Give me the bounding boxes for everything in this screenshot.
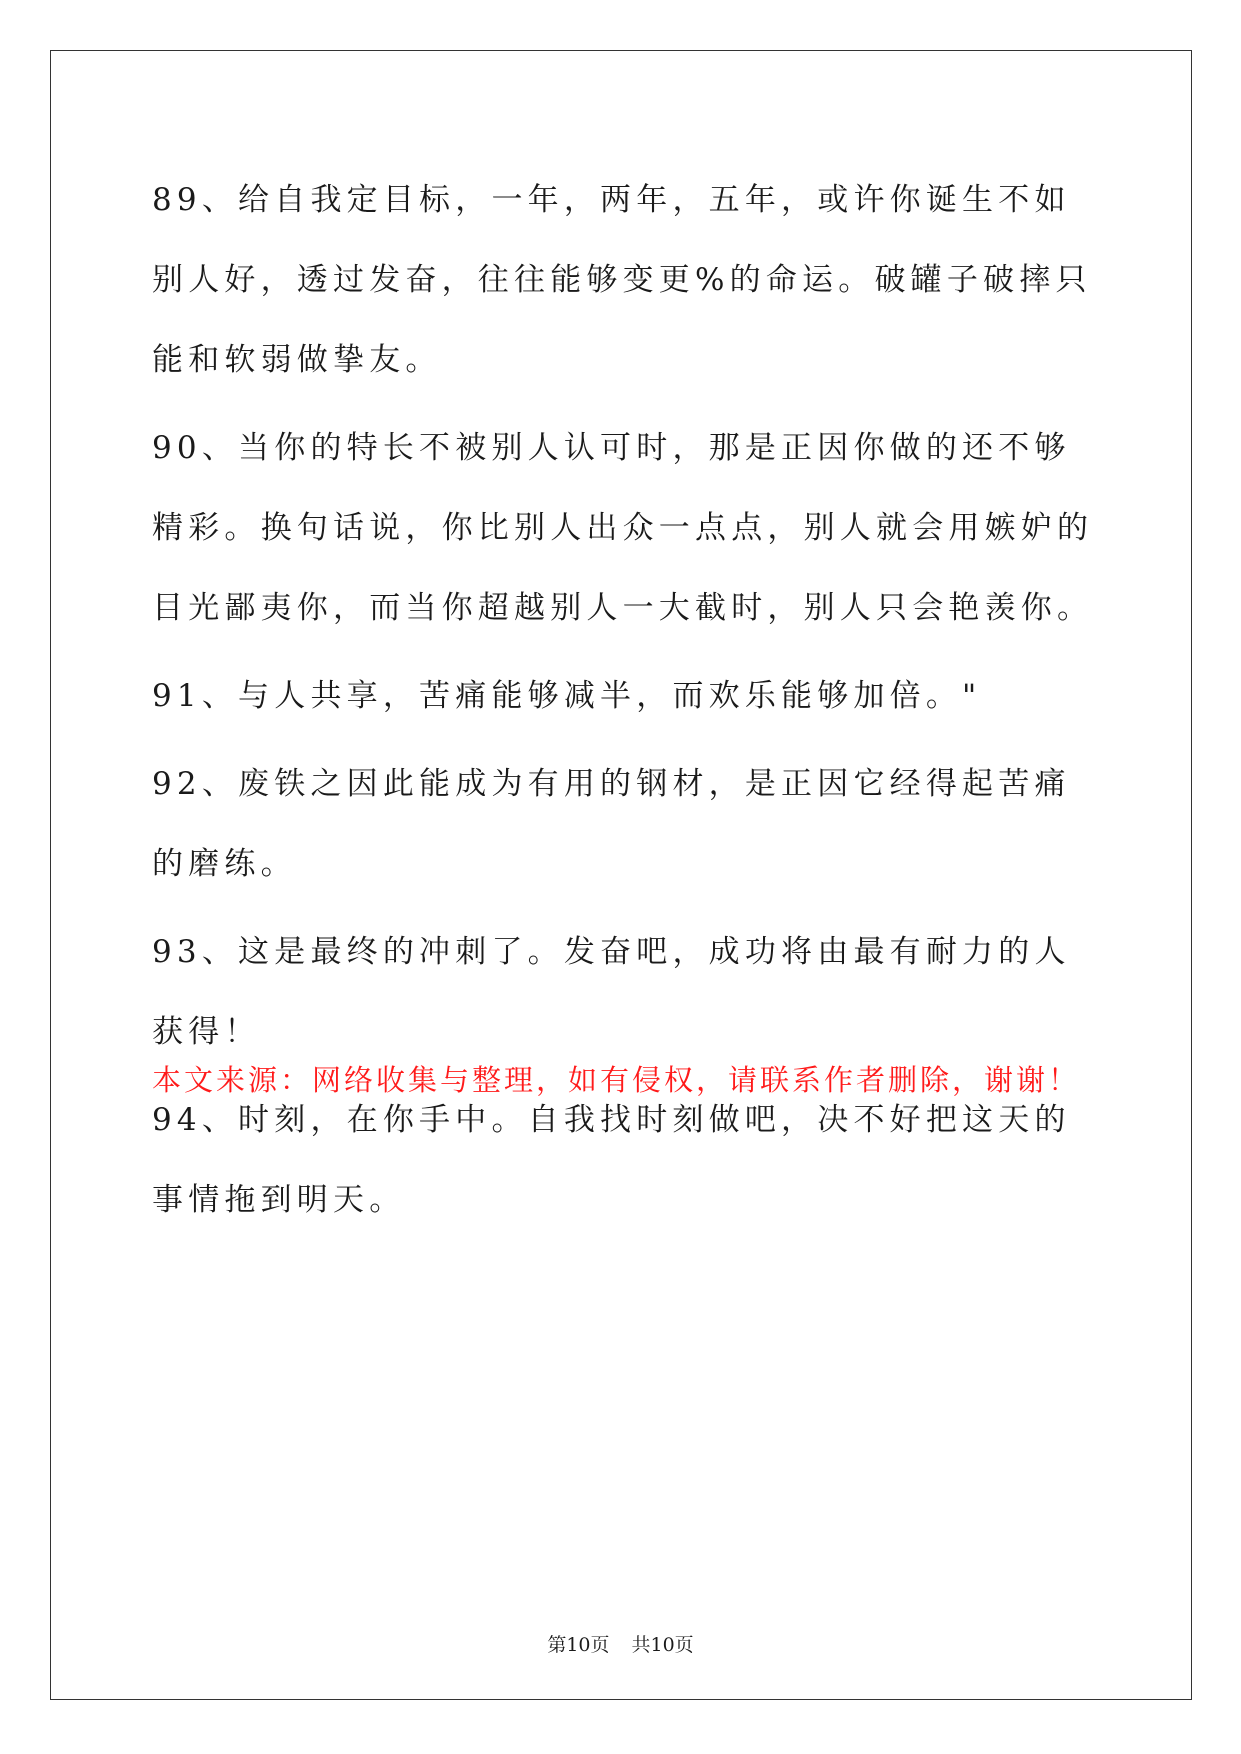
total-pages-label: 共10页: [631, 1634, 694, 1656]
paragraph-89: 89、给自我定目标，一年，两年，五年，或许你诞生不如别人好，透过发奋，往往能够变更%的命运。破罐子破摔只能和软弱做挚友。: [152, 182, 1092, 378]
paragraph-92: 92、废铁之因此能成为有用的钢材，是正因它经得起苦痛的磨练。: [152, 766, 1071, 882]
paragraph-90: 90、当你的特长不被别人认可时，那是正因你做的还不够精彩。换句话说，你比别人出众一点点，别人就会用嫉妒的目光鄙夷你，而当你超越别人一大截时，别人只会艳羡你。: [152, 430, 1094, 626]
current-page-label: 第10页: [547, 1634, 610, 1656]
source-note: 本文来源：网络收集与整理，如有侵权，请联系作者删除，谢谢！: [152, 1063, 1081, 1097]
paragraph-93: 93、这是最终的冲刺了。发奋吧，成功将由最有耐力的人获得！: [152, 934, 1071, 1050]
page-footer: [0, 1630, 1241, 1657]
paragraph-91: 91、与人共享，苦痛能够减半，而欢乐能够加倍。": [152, 678, 982, 714]
paragraph-94: 94、时刻，在你手中。自我找时刻做吧，决不好把这天的事情拖到明天。: [152, 1102, 1071, 1218]
